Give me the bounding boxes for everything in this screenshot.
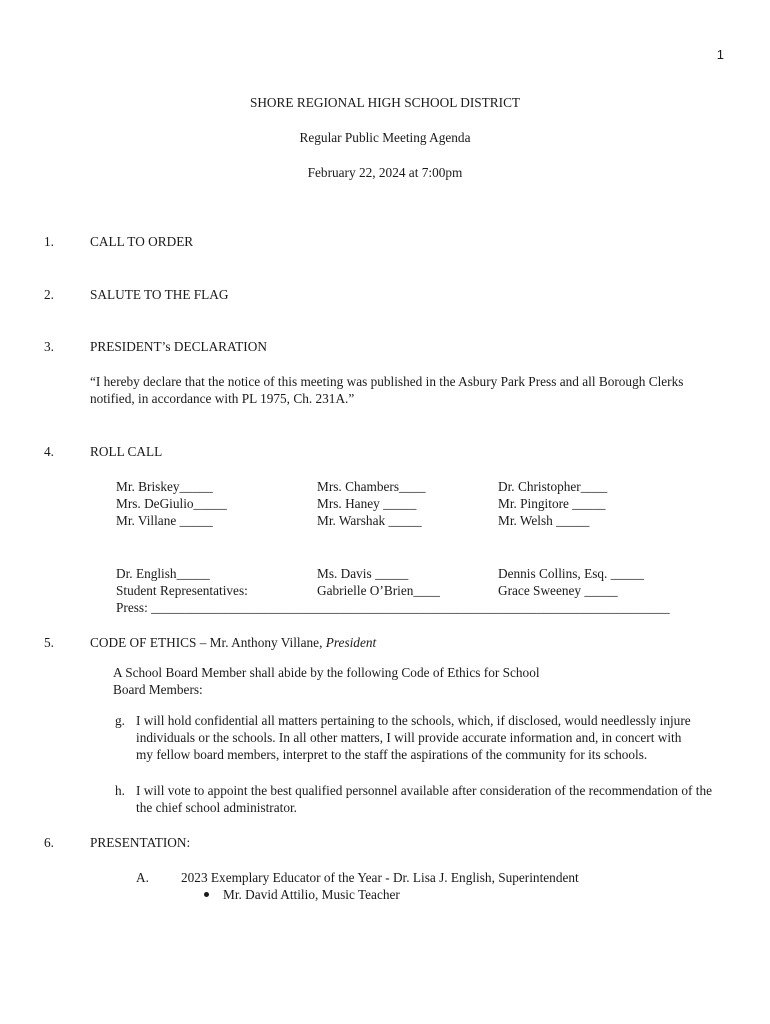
bullet-icon <box>204 892 209 897</box>
ethics-heading-role: President <box>325 635 377 650</box>
item-number: 4. <box>44 444 54 459</box>
roll-call-member: Mr. Welsh _____ <box>498 513 590 528</box>
district-title: SHORE REGIONAL HIGH SCHOOL DISTRICT <box>249 95 521 110</box>
roll-call-member: Dennis Collins, Esq. _____ <box>498 566 644 581</box>
roll-call-heading: ROLL CALL <box>90 444 163 459</box>
ethics-item-label: g. <box>115 713 125 728</box>
roll-call-member: Ms. Davis _____ <box>317 566 409 581</box>
press-line: Press: ______________________________________________________________________________ <box>116 600 670 615</box>
roll-call-label: Student Representatives: <box>116 583 248 598</box>
ethics-heading <box>90 634 376 652</box>
salute-heading: SALUTE TO THE FLAG <box>90 287 229 302</box>
call-to-order-heading: CALL TO ORDER <box>90 234 194 249</box>
roll-call-member: Mr. Warshak _____ <box>317 513 422 528</box>
roll-call-member: Mrs. Chambers____ <box>317 479 426 494</box>
declaration-text-line: notified, in accordance with PL 1975, Ch. 231A.” <box>90 391 355 406</box>
declaration-text-line: “I hereby declare that the notice of this meeting was published in the Asbury Park Press and all Borough Clerks <box>90 374 684 389</box>
ethics-item-line: individuals or the schools. In all other matters, I will provide accurate information and, in concert with <box>136 730 682 745</box>
ethics-intro-line: A School Board Member shall abide by the following Code of Ethics for School <box>113 665 540 680</box>
ethics-heading-text: CODE OF ETHICS – Mr. Anthony Villane, <box>90 635 326 650</box>
roll-call-member: Gabrielle O’Brien____ <box>317 583 440 598</box>
roll-call-member: Dr. English_____ <box>116 566 210 581</box>
ethics-item-line: my fellow board members, interpret to the staff the aspirations of the community for its schools. <box>136 747 648 762</box>
meeting-date: February 22, 2024 at 7:00pm <box>307 165 463 180</box>
ethics-item-line: I will hold confidential all matters pertaining to the schools, which, if disclosed, would needlessly injure <box>136 713 691 728</box>
item-number: 1. <box>44 234 54 249</box>
ethics-item-line: the chief school administrator. <box>136 800 297 815</box>
ethics-intro-line: Board Members: <box>113 682 203 697</box>
declaration-heading: PRESIDENT’s DECLARATION <box>90 339 267 354</box>
ethics-item-line: I will vote to appoint the best qualified personnel available after consideration of the recommendation of the <box>136 783 713 798</box>
presentation-item-label: A. <box>136 870 149 885</box>
ethics-item-label: h. <box>115 783 125 798</box>
presentation-item-text: 2023 Exemplary Educator of the Year - Dr. Lisa J. English, Superintendent <box>181 870 579 885</box>
roll-call-member: Mrs. Haney _____ <box>317 496 417 511</box>
item-number: 3. <box>44 339 54 354</box>
presentation-bullet-text: Mr. David Attilio, Music Teacher <box>223 887 400 902</box>
presentation-bullet <box>204 886 400 904</box>
roll-call-member: Mr. Villane _____ <box>116 513 213 528</box>
presentation-heading: PRESENTATION: <box>90 835 191 850</box>
roll-call-member: Mrs. DeGiulio_____ <box>116 496 227 511</box>
roll-call-member: Mr. Briskey_____ <box>116 479 213 494</box>
agenda-title: Regular Public Meeting Agenda <box>299 130 471 145</box>
roll-call-member: Grace Sweeney _____ <box>498 583 618 598</box>
item-number: 6. <box>44 835 54 850</box>
page-number: 1 <box>716 47 724 62</box>
roll-call-member: Mr. Pingitore _____ <box>498 496 606 511</box>
item-number: 5. <box>44 635 54 650</box>
item-number: 2. <box>44 287 54 302</box>
roll-call-member: Dr. Christopher____ <box>498 479 608 494</box>
